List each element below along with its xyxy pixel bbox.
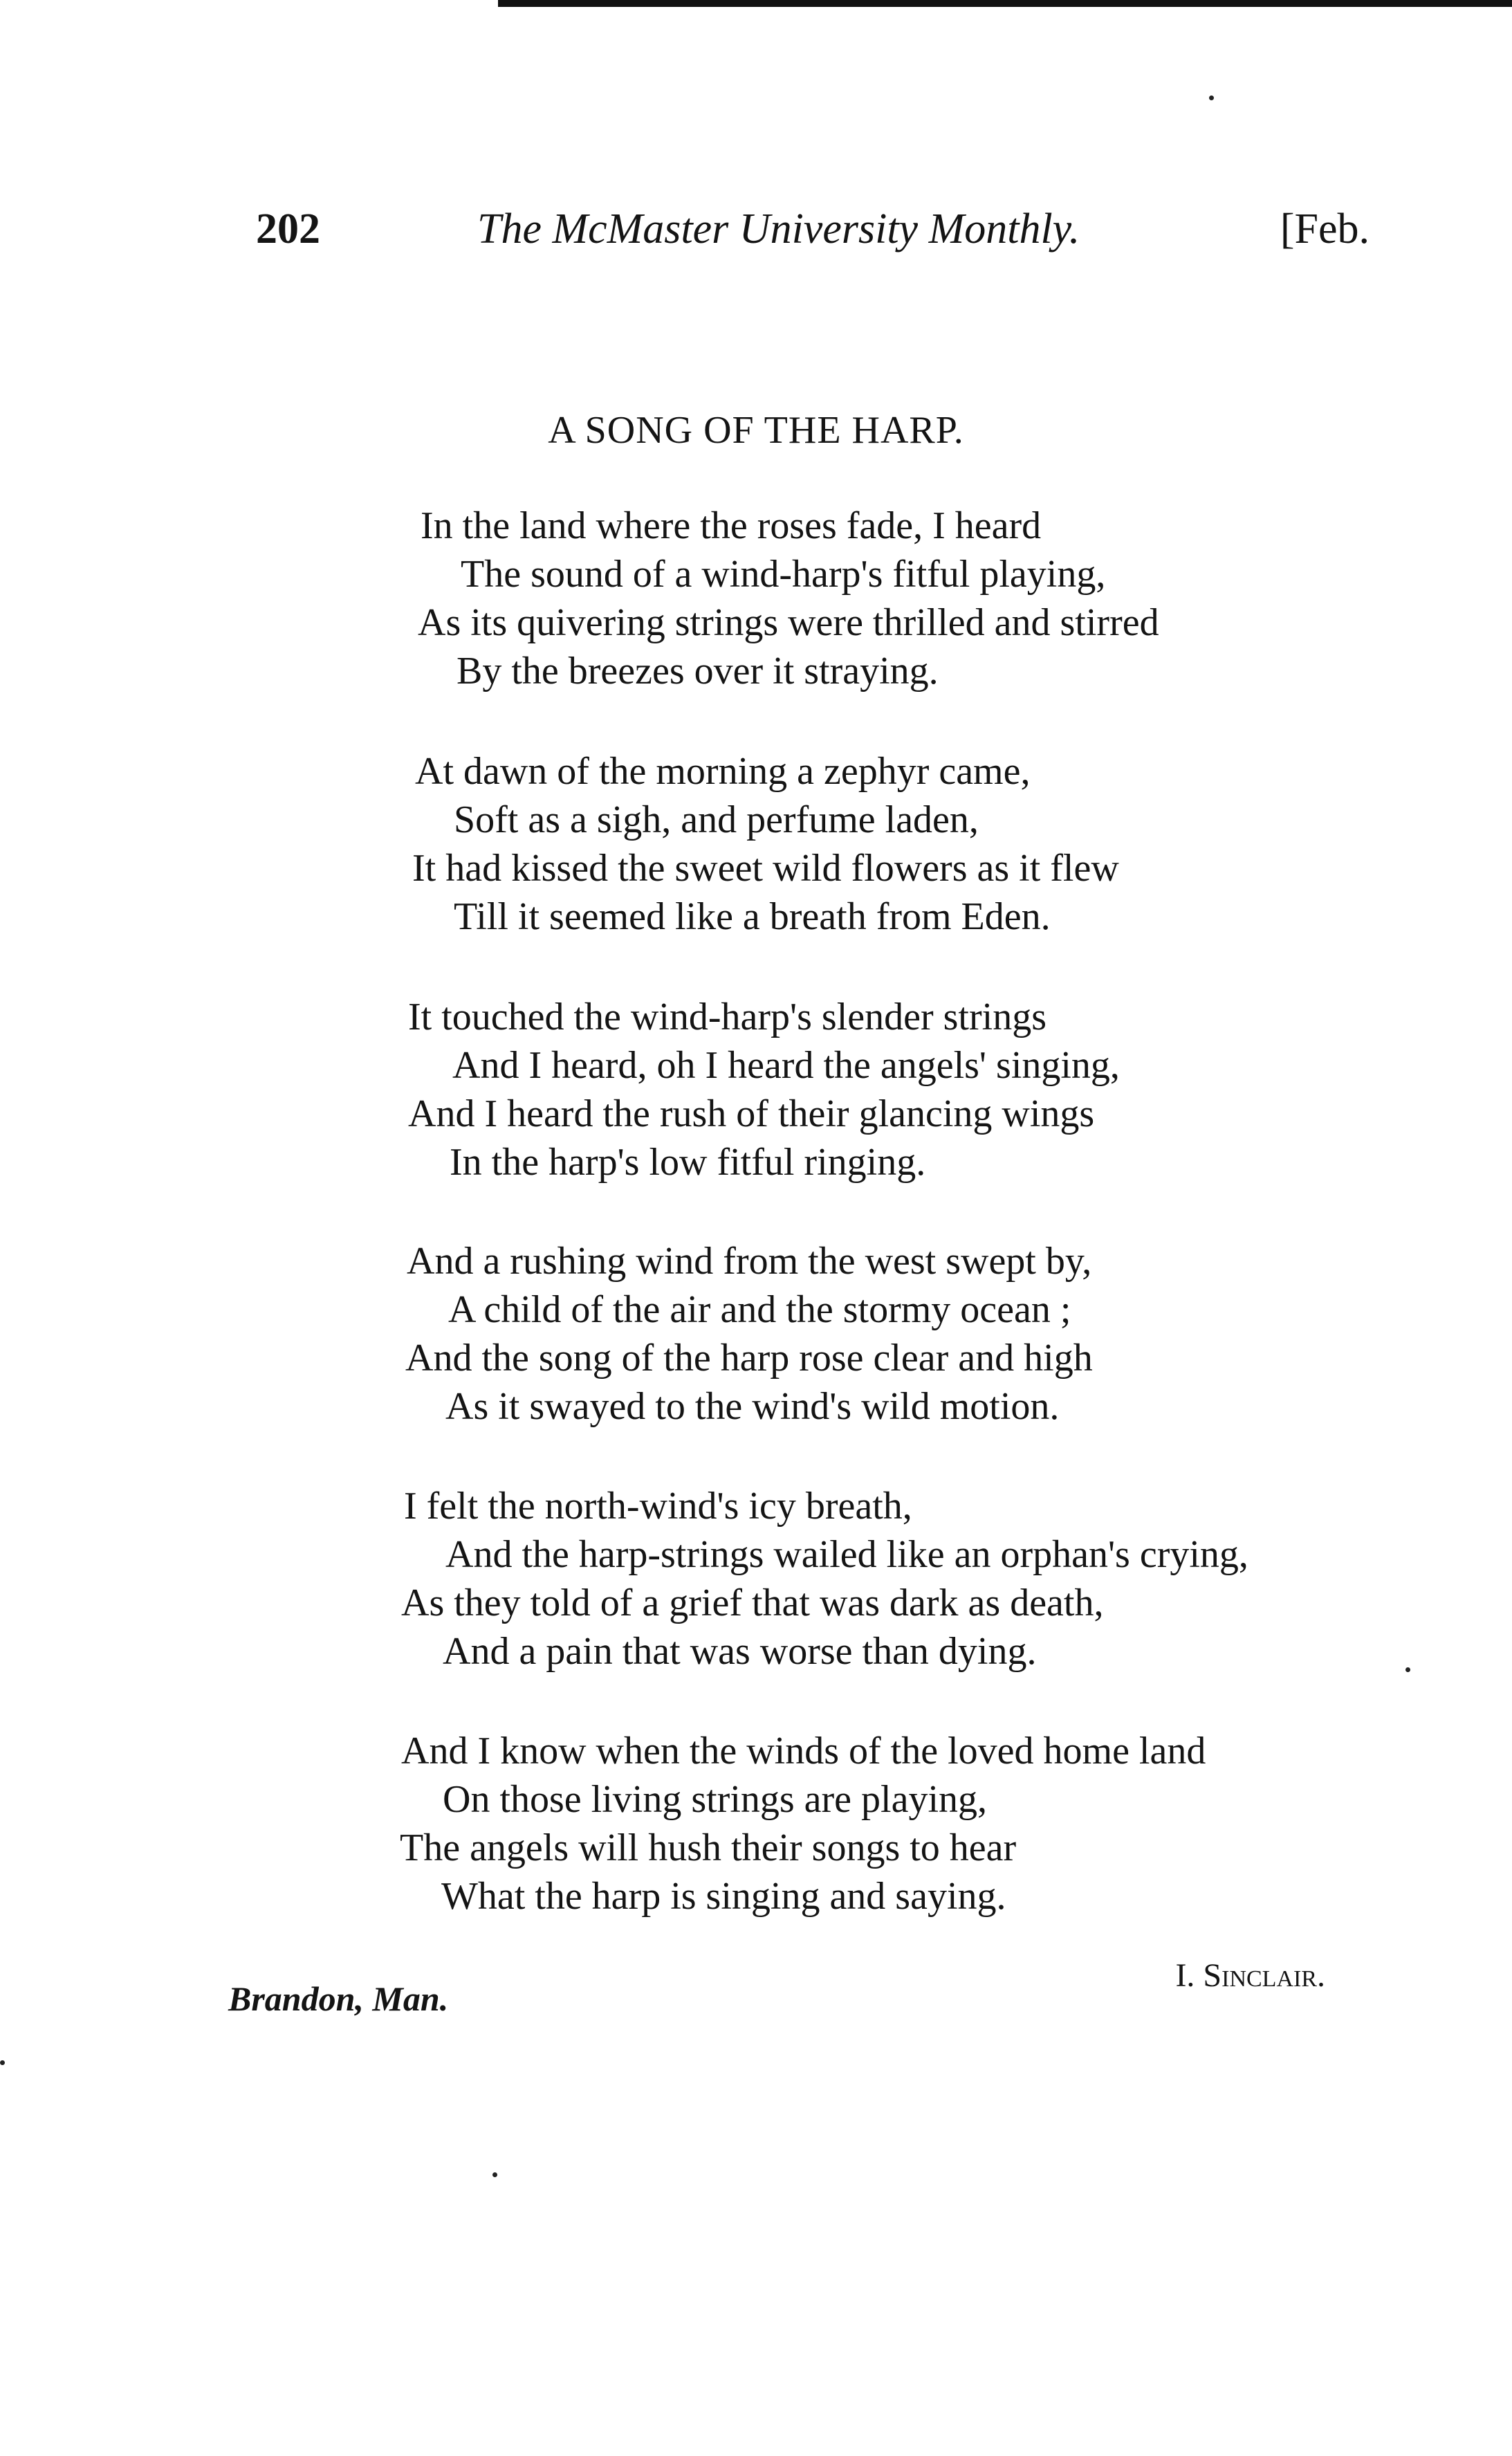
speck <box>1405 1667 1410 1672</box>
poem-line: In the harp's low fitful ringing. <box>450 1141 926 1184</box>
poem-title: A SONG OF THE HARP. <box>548 409 964 452</box>
poem-line: And a rushing wind from the west swept by, <box>407 1240 1092 1283</box>
poem-line: And a pain that was worse than dying. <box>443 1630 1037 1673</box>
poem-line: It touched the wind-harp's slender strings <box>408 996 1047 1038</box>
poem-line: As its quivering strings were thrilled and stirred <box>418 601 1159 644</box>
poem-line: And the harp-strings wailed like an orphan's crying, <box>445 1533 1248 1576</box>
poem-line: As they told of a grief that was dark as death, <box>401 1582 1104 1624</box>
poem-line: I felt the north-wind's icy breath, <box>404 1485 912 1528</box>
journal-title: The McMaster University Monthly. <box>477 205 1080 253</box>
poem-line: At dawn of the morning a zephyr came, <box>415 750 1031 793</box>
poem-line: And I heard, oh I heard the angels' singing, <box>452 1044 1120 1087</box>
poem-line: And the song of the harp rose clear and high <box>405 1337 1093 1380</box>
poem-line: And I heard the rush of their glancing wings <box>408 1092 1095 1135</box>
issue-month: [Feb. <box>1280 205 1370 253</box>
poem-line: It had kissed the sweet wild flowers as it flew <box>412 847 1119 890</box>
poem-line: Soft as a sigh, and perfume laden, <box>454 798 979 841</box>
speck <box>0 2060 5 2065</box>
running-header <box>256 205 1370 260</box>
poem-line: And I know when the winds of the loved home land <box>401 1730 1206 1772</box>
author-signature: I. Sinclair. <box>1175 1957 1325 1994</box>
speck <box>492 2172 497 2177</box>
top-rule <box>498 0 1512 7</box>
poem-line: On those living strings are playing, <box>443 1778 988 1821</box>
place-of-writing: Brandon, Man. <box>228 1979 449 2018</box>
speck <box>1209 95 1214 100</box>
poem-line: In the land where the roses fade, I heard <box>421 504 1042 547</box>
poem-line: The angels will hush their songs to hear <box>400 1826 1017 1869</box>
poem-line: A child of the air and the stormy ocean ; <box>448 1288 1071 1331</box>
poem-line: The sound of a wind-harp's fitful playing, <box>461 553 1106 596</box>
poem-line: What the harp is singing and saying. <box>441 1875 1006 1918</box>
poem-line: As it swayed to the wind's wild motion. <box>445 1385 1060 1428</box>
page-number: 202 <box>256 205 320 253</box>
poem-line: By the breezes over it straying. <box>457 650 939 693</box>
poem-line: Till it seemed like a breath from Eden. <box>454 895 1051 938</box>
